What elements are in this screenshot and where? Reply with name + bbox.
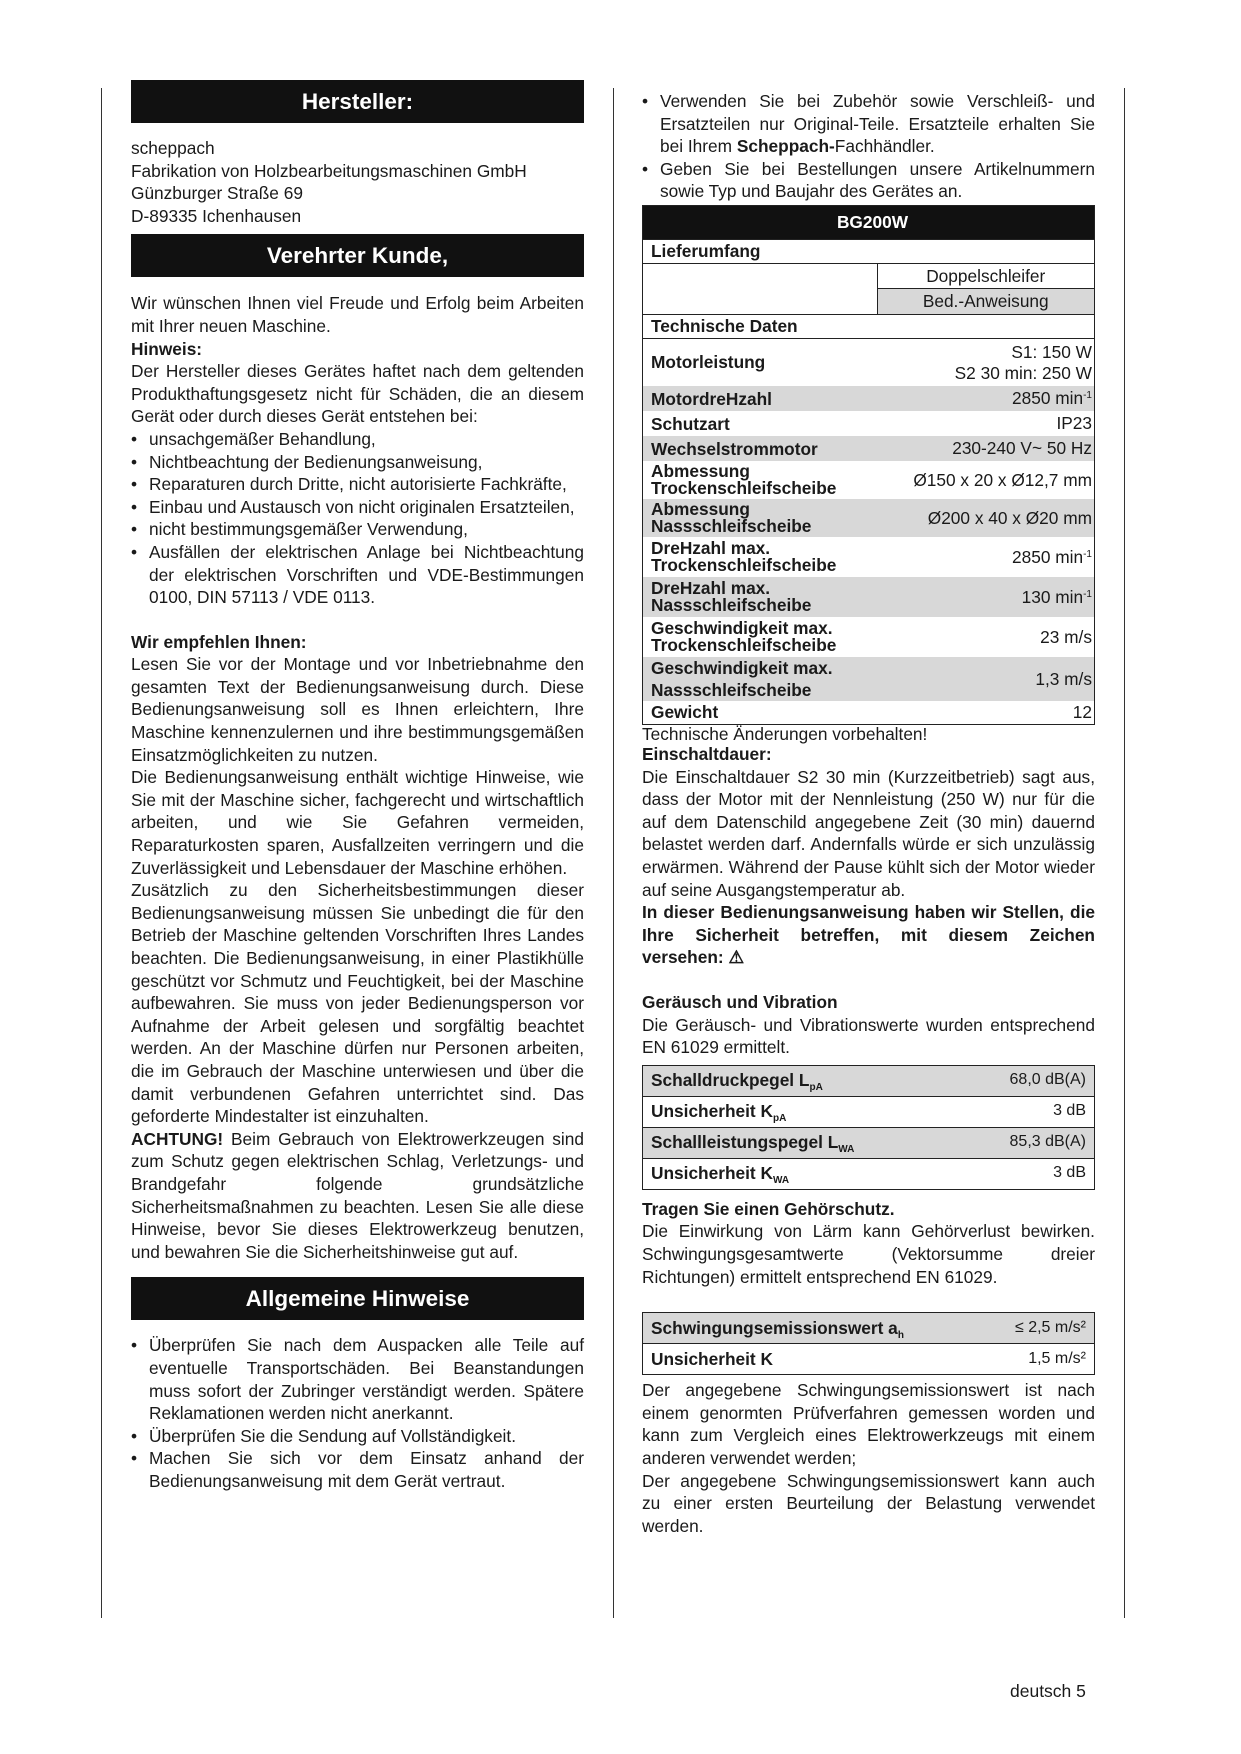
spec-label: Abmessung Nassschleifscheibe xyxy=(643,499,877,537)
hersteller-heading: Hersteller: xyxy=(131,80,584,123)
allgemein-heading: Allgemeine Hinweise xyxy=(131,1277,584,1320)
zusaetzlich-paragraph: Zusätzlich zu den Sicherheitsbestimmungen dieser Bedienungsanweisung müssen Sie unbedingt die für den Betrieb der Maschine geltenden Vorschriften Ihres Landes beachten. Die Bedienungsanweisung, in einer Plastikhülle geschützt vor Schmutz und Feuchtigkeit, bei der Maschine aufbewahren. Sie muss von jeder Bedienungsperson vor Aufnahme der Arbeit gelesen und sorgfältig beachtet werden. An der Maschine dürfen nur Personen arbeiten, die im Gebrauch der Maschine unterwiesen und über die damit verbundenen Gefahren unterrichtet sind. Das geforderte Mindestalter ist einzuhalten. xyxy=(131,880,584,1127)
gehoer-paragraph: Die Einwirkung von Lärm kann Gehörverlust bewirken. Schwingungsgesamtwerte (Vektorsumme dreier Richtungen) ermittelt entsprechend EN 61029. xyxy=(642,1221,1095,1287)
wichtig-paragraph: Die Bedienungsanweisung enthält wichtige Hinweise, wie Sie mit der Maschine sicher, fachgerecht und wirtschaftlich arbeiten, und wie Sie Gefahren vermeiden, Reparaturkosten sparen, Ausfallzeiten verringern und die Zuverlässigkeit und Lebensdauer der Maschine erhöhen. xyxy=(131,767,584,878)
lieferumfang-item: Bed.-Anweisung xyxy=(877,289,1095,314)
right-column-rule xyxy=(1124,88,1125,1618)
sicherheit-paragraph: In dieser Bedienungsanweisung haben wir Stellen, die Ihre Sicherheit betreffen, mit diesem Zeichen versehen: ⚠ xyxy=(642,902,1095,968)
left-column xyxy=(131,80,584,1492)
table-row: Schallleistungspegel $L_{WA}$ 85,3 dB(A) xyxy=(643,1127,1095,1158)
lieferumfang-item: Doppelschleifer xyxy=(877,264,1095,289)
aenderungen-note: Technische Änderungen vorbehalten! xyxy=(642,724,928,745)
page-footer: deutsch 5 xyxy=(1010,1681,1086,1701)
spec-value: S2 30 min: 250 W xyxy=(954,362,1092,383)
spec-label: MotordreHzahl xyxy=(643,386,877,411)
hinweis-list xyxy=(131,428,584,609)
left-column-rule xyxy=(101,88,102,1618)
achtung-paragraph: ACHTUNG! Beim Gebrauch von Elektrowerkzeugen sind zum Schutz gegen elektrischen Schlag, Verletzungs- und Brandgefahr folgende grundsätzliche Sicherheitsmaßnahmen zu beachten. Lesen Sie alle diese Hinweise, bevor Sie dieses Elektrowerkzeug benutzen, und bewahren Sie die Sicherheitshinweise gut auf. xyxy=(131,1128,584,1262)
lieferumfang-heading: Lieferumfang xyxy=(643,239,1095,263)
table-row: Schalldruckpegel $L_{pA}$ 68,0 dB(A) xyxy=(643,1065,1095,1096)
table-row: Schwingungsemissionswert $a_h$ ≤ 2,5 m/s² xyxy=(643,1313,1095,1344)
spec-value: 23 m/s xyxy=(1040,626,1092,647)
geraeusch-paragraph: Die Geräusch- und Vibrationswerte wurden entsprechend EN 61029 ermittelt. xyxy=(642,1014,1095,1058)
list-item: • Machen Sie sich vor dem Einsatz anhand der Bedienungsanweisung mit dem Gerät vertraut. xyxy=(131,1447,584,1492)
spec-label: DreHzahl max. Trockenschleifscheibe xyxy=(651,538,837,576)
spec-value: 12 xyxy=(1072,702,1092,723)
spec-value: IP23 xyxy=(1056,413,1092,434)
list-item: • Überprüfen Sie nach dem Auspacken alle Teile auf eventuelle Transportschäden. Bei Beanstandungen muss sofort der Zubringer verständigt werden. Spätere Reklamationen werden nicht anerkannt. xyxy=(131,1334,584,1424)
spec-value: S1: 150 W xyxy=(1011,341,1092,362)
list-item: • nicht bestimmungsgemäßer Verwendung, xyxy=(131,518,584,541)
list-item: • Reparaturen durch Dritte, nicht autorisierte Fachkräfte, xyxy=(131,473,584,496)
schluss-paragraph-2: Der angegebene Schwingungsemissionswert kann auch zu einer ersten Beurteilung der Belastung verwendet werden. xyxy=(642,1470,1095,1536)
spec-value: 1,3 m/s xyxy=(877,657,1095,701)
noise-table xyxy=(642,1065,1095,1190)
spec-value: 230-240 V~ 50 Hz xyxy=(877,436,1095,461)
spec-label: Motorleistung xyxy=(651,352,766,373)
list-item: • unsachgemäßer Behandlung, xyxy=(131,428,584,451)
spec-value: 2850 min xyxy=(1012,546,1084,567)
intro-paragraph: Wir wünschen Ihnen viel Freude und Erfolg beim Arbeiten mit Ihrer neuen Maschine. xyxy=(131,293,584,336)
gehoer-label: Tragen Sie einen Gehörschutz. xyxy=(642,1198,895,1219)
spec-title: BG200W xyxy=(643,205,1095,239)
warning-triangle-icon: ⚠ xyxy=(728,947,744,968)
allgemein-list xyxy=(131,1334,584,1492)
list-item: • Geben Sie bei Bestellungen unsere Artikelnummern sowie Typ und Baujahr des Gerätes an. xyxy=(642,158,1095,203)
spec-label: Gewicht xyxy=(651,702,719,723)
schluss-paragraph-1: Der angegebene Schwingungsemissionswert ist nach einem genormten Prüfverfahren gemessen worden und kann zum Vergleich eines Elektrowerkzeugs mit einem anderen verwendet werden; xyxy=(642,1380,1095,1468)
ersatzteile-list xyxy=(642,90,1095,203)
right-column xyxy=(642,90,1095,1537)
vibration-table xyxy=(642,1312,1095,1375)
hinweis-label: Hinweis: xyxy=(131,338,203,359)
einschalt-label: Einschaltdauer: xyxy=(642,744,772,765)
table-row: Unsicherheit $K_{pA}$ 3 dB xyxy=(643,1096,1095,1127)
spec-label: Geschwindigkeit max. Nassschleifscheibe xyxy=(643,657,877,701)
spec-value: Ø200 x 40 x Ø20 mm xyxy=(877,499,1095,537)
spec-label: Wechselstrommotor xyxy=(643,436,877,461)
technische-daten-heading: Technische Daten xyxy=(643,314,1095,338)
spec-value: Ø150 x 20 x Ø12,7 mm xyxy=(913,469,1092,490)
spec-label: Schutzart xyxy=(651,413,730,434)
empfehlen-label: Wir empfehlen Ihnen: xyxy=(131,631,307,652)
geraeusch-label: Geräusch und Vibration xyxy=(642,992,838,1012)
empfehlen-paragraph: Lesen Sie vor der Montage und vor Inbetriebnahme den gesamten Text der Bedienungsanweisung durch. Diese Bedienungsanweisung soll es Ihnen erleichtern, Ihre Maschine kennenzulernen und ihre bestimmungsgemäßen Einsatzmöglichkeiten zu nutzen. xyxy=(131,654,584,765)
spec-value: 130 min xyxy=(1021,586,1084,607)
manufacturer-address: scheppach Fabrikation von Holzbearbeitungsmaschinen GmbH Günzburger Straße 69 D-89335 Ichenhausen xyxy=(131,138,527,226)
table-row: Unsicherheit $K_{WA}$ 3 dB xyxy=(643,1158,1095,1189)
list-item: • Überprüfen Sie die Sendung auf Vollständigkeit. xyxy=(131,1425,584,1448)
spec-label: Abmessung Trockenschleifscheibe xyxy=(651,461,837,499)
table-row: Unsicherheit K 1,5 m/s² xyxy=(643,1344,1095,1375)
spec-label: DreHzahl max. Nassschleifscheibe xyxy=(643,577,877,617)
spec-label: Geschwindigkeit max. Trockenschleifscheibe xyxy=(651,618,837,656)
kunde-heading: Verehrter Kunde, xyxy=(131,234,584,277)
spec-table: BG200W Lieferumfang Doppelschleifer Bed.-Anweisung Technische Daten Motorleistung S1: 150 W S2 30 min: 250 W MotordreHzahl 2850 $\min^{-1}$ Schutzart IP23 Wechselstrommotor 230-240 V~ 50 Hz Abmessung Trockenschleifscheibe Ø150 x 20 x Ø12,7 mm Abmessung Nassschleifscheibe Ø200 x 40 x Ø20 mm DreHzahl max. Trockenschleifscheibe 2850 $\min^{-1}$ DreHzahl max. Nassschleifscheibe 130 $\min^{-1}$ Geschwindigkeit max. Trockenschleifscheibe 23 m/s Geschwindigkeit max. Nassschleifscheibe 1,3 m/s Gewicht 12 xyxy=(642,205,1095,725)
center-column-rule xyxy=(613,88,614,1618)
list-item: • Nichtbeachtung der Bedienungsanweisung, xyxy=(131,451,584,474)
einschalt-paragraph: Die Einschaltdauer S2 30 min (Kurzzeitbetrieb) sagt aus, dass der Motor mit der Nennleistung (250 W) nur für die auf dem Datenschild angegebene Zeit (30 min) dauernd belastet werden darf. Andernfalls würde er sich unzulässig erwärmen. Während der Pause kühlt sich der Motor wieder auf seine Ausgangstemperatur ab. xyxy=(642,766,1095,900)
list-item: • Einbau und Austausch von nicht originalen Ersatzteilen, xyxy=(131,496,584,519)
list-item: • Verwenden Sie bei Zubehör sowie Verschleiß- und Ersatzteilen nur Original-Teile. Ersatzteile erhalten Sie bei Ihrem Scheppach-Fachhändler. xyxy=(642,90,1095,158)
list-item: • Ausfällen der elektrischen Anlage bei Nichtbeachtung der elektrischen Vorschriften und VDE-Bestimmungen 0100, DIN 57113 / VDE 0113. xyxy=(131,541,584,609)
hinweis-paragraph: Der Hersteller dieses Gerätes haftet nach dem geltenden Produkthaftungsgesetz nicht für Schäden, die an diesem Gerät oder durch dieses Gerät entstehen bei: xyxy=(131,361,584,427)
spec-value: 2850 min xyxy=(1012,388,1084,409)
